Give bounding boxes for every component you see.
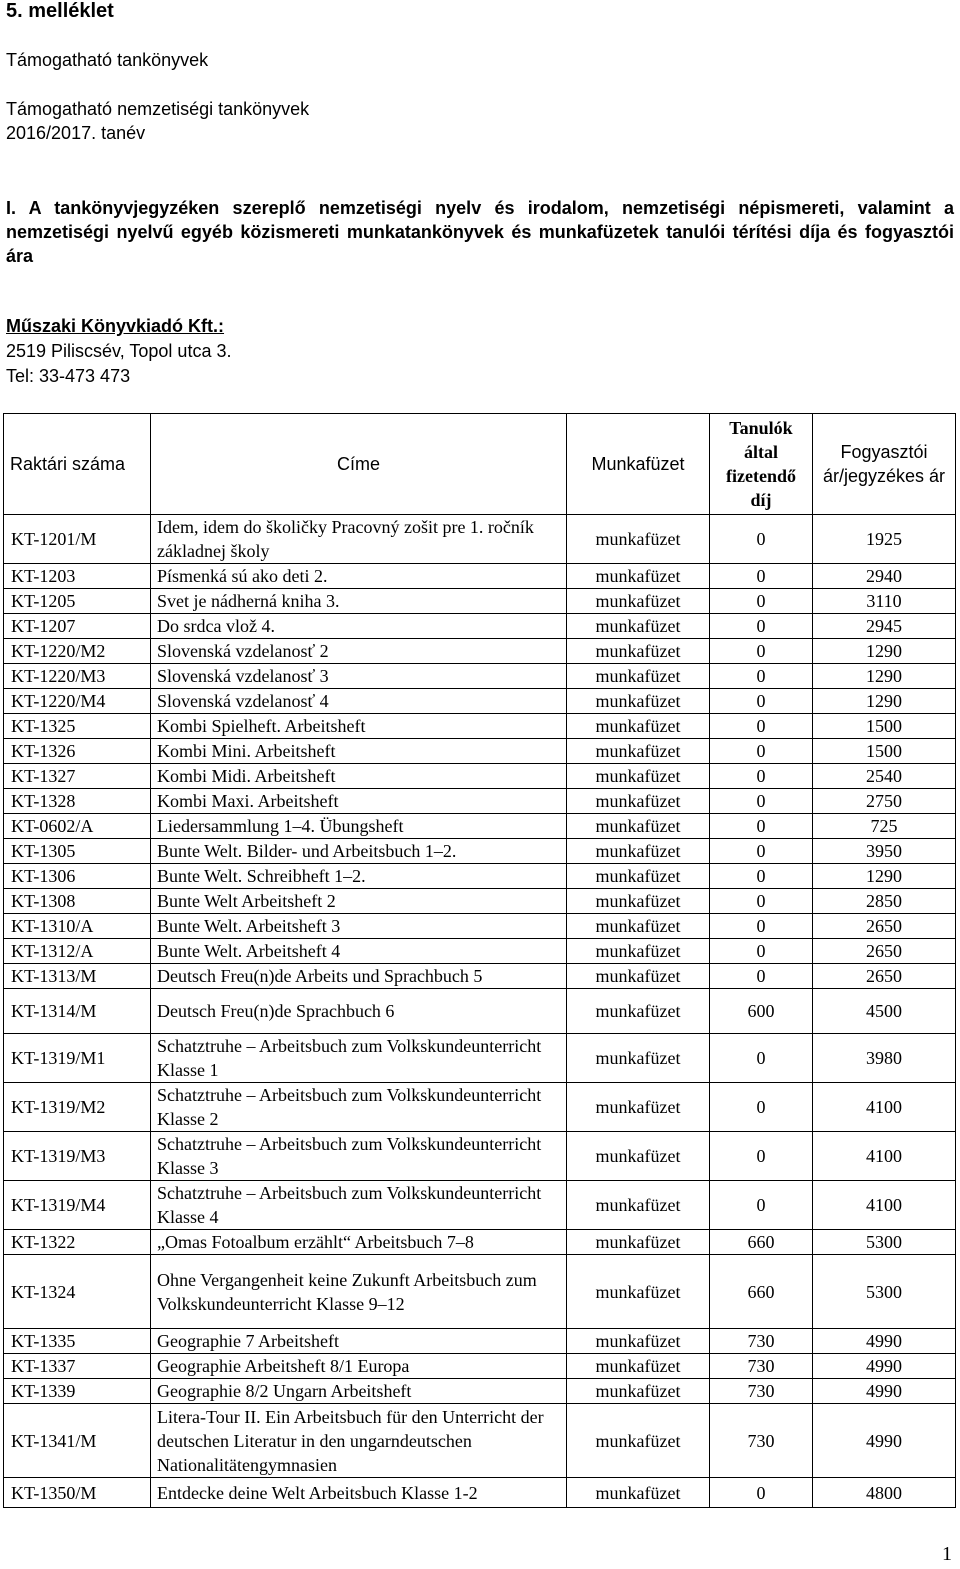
- subtitle-supported-textbooks: Támogatható tankönyvek: [6, 50, 209, 70]
- table-row: [4, 1034, 956, 1083]
- row-type: munkafüzet: [567, 639, 710, 664]
- row-title: Slovenská vzdelanosť 4: [151, 689, 567, 714]
- row-consumer-price: 3980: [813, 1034, 956, 1083]
- row-code: KT-1220/M3: [4, 664, 151, 689]
- row-code: KT-1341/M: [4, 1404, 151, 1478]
- row-consumer-price: 3110: [813, 589, 956, 614]
- row-title: Liedersammlung 1–4. Übungsheft: [151, 814, 567, 839]
- row-title: Schatztruhe – Arbeitsbuch zum Volkskundeunterricht Klasse 3: [151, 1132, 567, 1181]
- row-consumer-price: 2650: [813, 939, 956, 964]
- school-year: 2016/2017. tanév: [6, 123, 146, 143]
- row-type: munkafüzet: [567, 1083, 710, 1132]
- row-type: munkafüzet: [567, 1034, 710, 1083]
- row-type: munkafüzet: [567, 589, 710, 614]
- row-consumer-price: 1925: [813, 515, 956, 564]
- row-title: Kombi Spielheft. Arbeitsheft: [151, 714, 567, 739]
- table-body: [4, 515, 956, 1508]
- row-consumer-price: 4100: [813, 1083, 956, 1132]
- table-row: [4, 1404, 956, 1478]
- page-number: 1: [942, 1543, 952, 1565]
- row-type: munkafüzet: [567, 664, 710, 689]
- publisher-address: 2519 Piliscsév, Topol utca 3.: [6, 341, 232, 361]
- row-title: Bunte Welt. Bilder- und Arbeitsbuch 1–2.: [151, 839, 567, 864]
- table-row: [4, 1181, 956, 1230]
- header-consumer-price: Fogyasztói ár/jegyzékes ár: [813, 414, 956, 515]
- row-title: Litera-Tour II. Ein Arbeitsbuch für den Unterricht der deutschen Literatur in den ungarndeutschen Nationalitätengymnasien: [151, 1404, 567, 1478]
- row-type: munkafüzet: [567, 564, 710, 589]
- row-student-fee: 0: [710, 664, 813, 689]
- row-type: munkafüzet: [567, 964, 710, 989]
- row-code: KT-1322: [4, 1230, 151, 1255]
- table-row: [4, 515, 956, 564]
- row-consumer-price: 1500: [813, 714, 956, 739]
- row-student-fee: 0: [710, 1132, 813, 1181]
- row-student-fee: 0: [710, 1181, 813, 1230]
- row-code: KT-1324: [4, 1255, 151, 1329]
- row-student-fee: 0: [710, 964, 813, 989]
- row-student-fee: 0: [710, 739, 813, 764]
- table-row: [4, 1354, 956, 1379]
- table-row: [4, 1255, 956, 1329]
- row-code: KT-1312/A: [4, 939, 151, 964]
- table-row: [4, 714, 956, 739]
- row-code: KT-1310/A: [4, 914, 151, 939]
- table-row: [4, 1083, 956, 1132]
- row-code: KT-1335: [4, 1329, 151, 1354]
- row-student-fee: 0: [710, 764, 813, 789]
- table-row: [4, 864, 956, 889]
- row-code: KT-1337: [4, 1354, 151, 1379]
- row-type: munkafüzet: [567, 814, 710, 839]
- row-code: KT-1306: [4, 864, 151, 889]
- row-title: Geographie Arbeitsheft 8/1 Europa: [151, 1354, 567, 1379]
- row-student-fee: 0: [710, 515, 813, 564]
- row-type: munkafüzet: [567, 1132, 710, 1181]
- row-title: Bunte Welt. Arbeitsheft 4: [151, 939, 567, 964]
- row-code: KT-1220/M2: [4, 639, 151, 664]
- row-title: Svet je nádherná kniha 3.: [151, 589, 567, 614]
- row-title: Kombi Midi. Arbeitsheft: [151, 764, 567, 789]
- row-type: munkafüzet: [567, 839, 710, 864]
- row-consumer-price: 4990: [813, 1354, 956, 1379]
- row-type: munkafüzet: [567, 1329, 710, 1354]
- row-type: munkafüzet: [567, 1478, 710, 1508]
- row-title: Bunte Welt. Arbeitsheft 3: [151, 914, 567, 939]
- row-consumer-price: 2945: [813, 614, 956, 639]
- row-consumer-price: 2650: [813, 964, 956, 989]
- table-row: [4, 564, 956, 589]
- row-title: Schatztruhe – Arbeitsbuch zum Volkskundeunterricht Klasse 4: [151, 1181, 567, 1230]
- row-code: KT-1201/M: [4, 515, 151, 564]
- row-type: munkafüzet: [567, 1230, 710, 1255]
- row-student-fee: 0: [710, 689, 813, 714]
- header-student-fee: Tanulók által fizetendő díj: [710, 414, 813, 515]
- row-type: munkafüzet: [567, 1354, 710, 1379]
- row-consumer-price: 4990: [813, 1404, 956, 1478]
- table-row: [4, 589, 956, 614]
- row-type: munkafüzet: [567, 1181, 710, 1230]
- table-row: [4, 1230, 956, 1255]
- row-type: munkafüzet: [567, 914, 710, 939]
- row-code: KT-1319/M2: [4, 1083, 151, 1132]
- publisher-name: Műszaki Könyvkiadó Kft.:: [6, 316, 225, 336]
- section-title: I. A tankönyvjegyzéken szereplő nemzetiségi nyelv és irodalom, nemzetiségi népismereti, valamint a nemzetiségi nyelvű egyéb közismereti munkatankönyvek és munkafüzetek tanulói térítési díja és fogyasztói ára: [6, 198, 954, 266]
- row-code: KT-1203: [4, 564, 151, 589]
- row-code: KT-1313/M: [4, 964, 151, 989]
- row-student-fee: 660: [710, 1230, 813, 1255]
- row-student-fee: 0: [710, 939, 813, 964]
- table-row: [4, 689, 956, 714]
- row-code: KT-1207: [4, 614, 151, 639]
- table-row: [4, 1478, 956, 1508]
- row-title: Písmenká sú ako deti 2.: [151, 564, 567, 589]
- table-row: [4, 639, 956, 664]
- page-heading: 5. melléklet: [6, 0, 114, 22]
- table-row: [4, 814, 956, 839]
- row-consumer-price: 3950: [813, 839, 956, 864]
- table-row: [4, 839, 956, 864]
- row-type: munkafüzet: [567, 739, 710, 764]
- row-student-fee: 730: [710, 1404, 813, 1478]
- row-student-fee: 0: [710, 714, 813, 739]
- row-code: KT-1325: [4, 714, 151, 739]
- row-code: KT-1319/M1: [4, 1034, 151, 1083]
- table-row: [4, 914, 956, 939]
- table-row: [4, 1379, 956, 1404]
- row-consumer-price: 2850: [813, 889, 956, 914]
- row-student-fee: 0: [710, 564, 813, 589]
- table-row: [4, 889, 956, 914]
- row-consumer-price: 1290: [813, 639, 956, 664]
- row-consumer-price: 2540: [813, 764, 956, 789]
- row-consumer-price: 2750: [813, 789, 956, 814]
- row-title: Slovenská vzdelanosť 2: [151, 639, 567, 664]
- row-title: Kombi Maxi. Arbeitsheft: [151, 789, 567, 814]
- header-code: Raktári száma: [4, 414, 151, 515]
- table-row: [4, 664, 956, 689]
- row-consumer-price: 5300: [813, 1230, 956, 1255]
- row-student-fee: 730: [710, 1354, 813, 1379]
- row-student-fee: 0: [710, 1083, 813, 1132]
- table-row: [4, 1132, 956, 1181]
- row-code: KT-1339: [4, 1379, 151, 1404]
- row-title: „Omas Fotoalbum erzählt“ Arbeitsbuch 7–8: [151, 1230, 567, 1255]
- row-title: Geographie 7 Arbeitsheft: [151, 1329, 567, 1354]
- row-student-fee: 0: [710, 864, 813, 889]
- row-student-fee: 730: [710, 1329, 813, 1354]
- row-code: KT-1305: [4, 839, 151, 864]
- table-row: [4, 614, 956, 639]
- row-type: munkafüzet: [567, 989, 710, 1034]
- row-title: Slovenská vzdelanosť 3: [151, 664, 567, 689]
- row-consumer-price: 725: [813, 814, 956, 839]
- row-code: KT-1350/M: [4, 1478, 151, 1508]
- row-title: Deutsch Freu(n)de Arbeits und Sprachbuch 5: [151, 964, 567, 989]
- row-title: Do srdca vlož 4.: [151, 614, 567, 639]
- table-row: [4, 1329, 956, 1354]
- row-title: Bunte Welt Arbeitsheft 2: [151, 889, 567, 914]
- publisher-phone: Tel: 33-473 473: [6, 366, 131, 386]
- row-student-fee: 0: [710, 614, 813, 639]
- row-type: munkafüzet: [567, 515, 710, 564]
- row-consumer-price: 4100: [813, 1181, 956, 1230]
- row-title: Deutsch Freu(n)de Sprachbuch 6: [151, 989, 567, 1034]
- row-title: Ohne Vergangenheit keine Zukunft Arbeitsbuch zum Volkskundeunterricht Klasse 9–12: [151, 1255, 567, 1329]
- row-type: munkafüzet: [567, 939, 710, 964]
- row-type: munkafüzet: [567, 789, 710, 814]
- row-type: munkafüzet: [567, 1404, 710, 1478]
- header-type: Munkafüzet: [567, 414, 710, 515]
- row-consumer-price: 1290: [813, 664, 956, 689]
- row-type: munkafüzet: [567, 864, 710, 889]
- row-student-fee: 0: [710, 814, 813, 839]
- table-row: [4, 739, 956, 764]
- row-type: munkafüzet: [567, 689, 710, 714]
- row-student-fee: 600: [710, 989, 813, 1034]
- row-code: KT-1308: [4, 889, 151, 914]
- row-consumer-price: 1290: [813, 689, 956, 714]
- row-type: munkafüzet: [567, 764, 710, 789]
- row-student-fee: 0: [710, 1478, 813, 1508]
- row-code: KT-1220/M4: [4, 689, 151, 714]
- row-student-fee: 0: [710, 839, 813, 864]
- row-type: munkafüzet: [567, 1379, 710, 1404]
- row-title: Kombi Mini. Arbeitsheft: [151, 739, 567, 764]
- row-code: KT-1328: [4, 789, 151, 814]
- row-consumer-price: 2940: [813, 564, 956, 589]
- row-code: KT-0602/A: [4, 814, 151, 839]
- table-row: [4, 989, 956, 1034]
- row-student-fee: 0: [710, 1034, 813, 1083]
- row-consumer-price: 4100: [813, 1132, 956, 1181]
- row-consumer-price: 2650: [813, 914, 956, 939]
- row-student-fee: 0: [710, 639, 813, 664]
- row-title: Entdecke deine Welt Arbeitsbuch Klasse 1-2: [151, 1478, 567, 1508]
- row-code: KT-1319/M4: [4, 1181, 151, 1230]
- row-student-fee: 0: [710, 589, 813, 614]
- row-student-fee: 0: [710, 889, 813, 914]
- subtitle-nationality-textbooks: Támogatható nemzetiségi tankönyvek: [6, 99, 310, 119]
- row-type: munkafüzet: [567, 614, 710, 639]
- row-code: KT-1205: [4, 589, 151, 614]
- row-title: Schatztruhe – Arbeitsbuch zum Volkskundeunterricht Klasse 1: [151, 1034, 567, 1083]
- row-code: KT-1327: [4, 764, 151, 789]
- row-consumer-price: 4500: [813, 989, 956, 1034]
- table-header-row: [4, 414, 956, 515]
- row-consumer-price: 4990: [813, 1379, 956, 1404]
- row-title: Schatztruhe – Arbeitsbuch zum Volkskundeunterricht Klasse 2: [151, 1083, 567, 1132]
- row-title: Idem, idem do školičky Pracovný zošit pre 1. ročník základnej školy: [151, 515, 567, 564]
- row-type: munkafüzet: [567, 1255, 710, 1329]
- row-consumer-price: 1500: [813, 739, 956, 764]
- row-code: KT-1314/M: [4, 989, 151, 1034]
- table-row: [4, 764, 956, 789]
- row-code: KT-1319/M3: [4, 1132, 151, 1181]
- row-consumer-price: 5300: [813, 1255, 956, 1329]
- row-type: munkafüzet: [567, 889, 710, 914]
- header-title: Címe: [151, 414, 567, 515]
- table-row: [4, 789, 956, 814]
- row-student-fee: 0: [710, 914, 813, 939]
- row-consumer-price: 4800: [813, 1478, 956, 1508]
- table-row: [4, 964, 956, 989]
- row-student-fee: 660: [710, 1255, 813, 1329]
- row-consumer-price: 1290: [813, 864, 956, 889]
- textbook-price-table: [3, 413, 956, 1508]
- row-code: KT-1326: [4, 739, 151, 764]
- row-student-fee: 0: [710, 789, 813, 814]
- row-title: Bunte Welt. Schreibheft 1–2.: [151, 864, 567, 889]
- table-row: [4, 939, 956, 964]
- row-title: Geographie 8/2 Ungarn Arbeitsheft: [151, 1379, 567, 1404]
- row-type: munkafüzet: [567, 714, 710, 739]
- row-student-fee: 730: [710, 1379, 813, 1404]
- row-consumer-price: 4990: [813, 1329, 956, 1354]
